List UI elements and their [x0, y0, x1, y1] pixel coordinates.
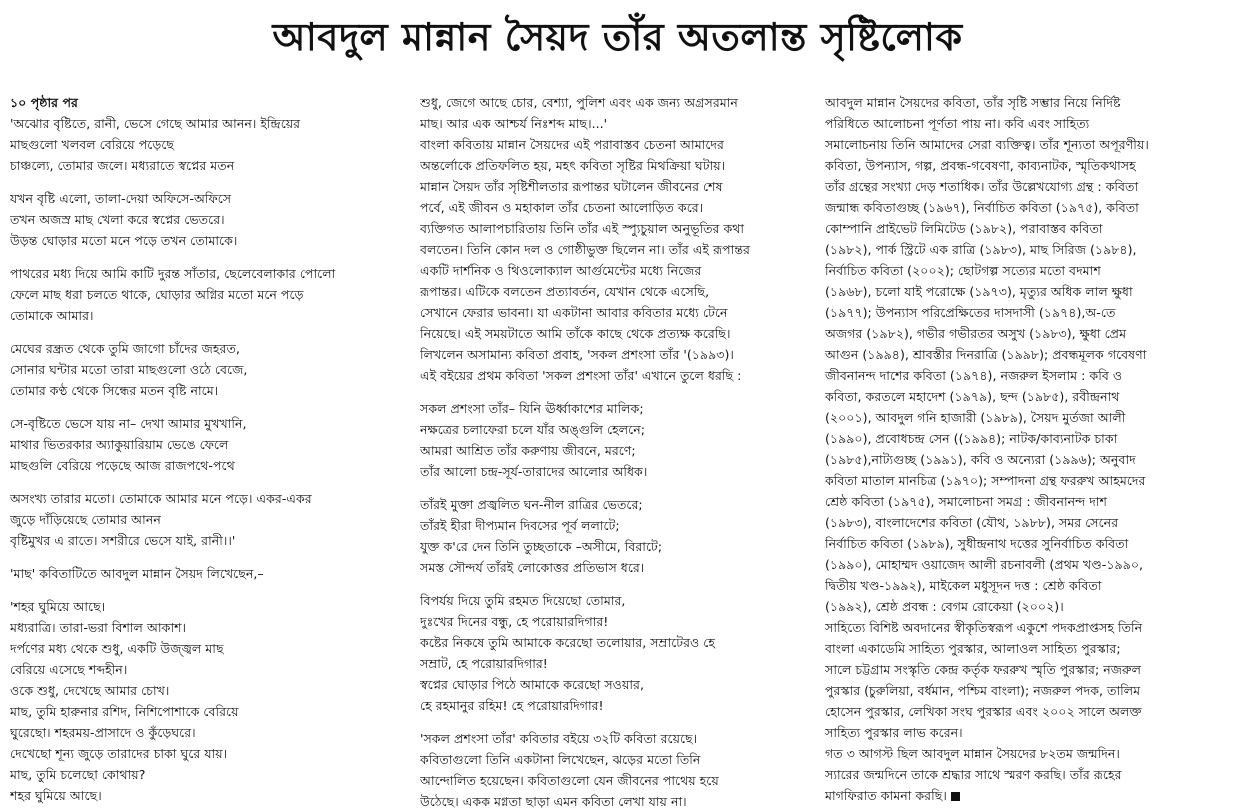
text-line: অন্তর্লোকে প্রতিফলিত হয়, মহৎ কবিতা সৃষ্টির মিথক্রিয়া ঘটায়। [420, 158, 726, 173]
text-line: সাহিত্যে বিশিষ্ট অবদানের স্বীকৃতিস্বরূপ একুশে পদকপ্রাপ্তসহ তিনি [825, 620, 1143, 635]
text-line: (১৯৯০), মোহাম্মদ ওয়াজেদ আলী রচনাবলী (প্রথম খণ্ড-১৯৯০, [825, 557, 1144, 572]
text-line: (১৯৯২), শ্রেষ্ঠ প্রবন্ধ : বেগম রোকেয়া (২০০২)। [825, 599, 1064, 614]
text-line: সেখানে ফেরার ভাবনা। যা একটানা আবার কবিতার মধ্যে টেনে [420, 305, 728, 320]
text-line: (১৯৮২), পার্ক স্ট্রিটে এক রাত্রি (১৯৮৩), মাছ সিরিজ (১৯৮৪), [825, 242, 1137, 257]
paragraph-gap [10, 584, 410, 596]
text-line: বাংলা কবিতায় মান্নান সৈয়দের এই পরাবাস্তব চেতনা আমাদের [420, 137, 724, 152]
text-line: অসংখ্য তারার মতো। তোমাকে আমার মনে পড়ে। একর-একর [10, 491, 312, 506]
text-line: জন্মান্ধ কবিতাগুচ্ছ (১৯৬৭), নির্বাচিত কবিতা (১৯৭৫), কবিতা [825, 200, 1139, 215]
text-line: তাঁর আলো চন্দ্র-সূর্য-তারাদের আলোর অধিক। [420, 464, 648, 479]
text-line: মাছ, তুমি হারুনার রশিদ, নিশিপোশাকে বেরিয়ে [10, 704, 239, 719]
text-line: মধ্যরাত্রি। তারা-ভরা বিশাল আকাশ। [10, 620, 187, 635]
text-line: হোসেন পুরস্কার, লেখিকা সংঘ পুরস্কার এবং ২০০২ সালে অলক্ত [825, 704, 1142, 719]
article-headline: আবদুল মান্নান সৈয়দ তাঁর অতলান্ত সৃষ্টিলোক [272, 15, 963, 59]
text-line: উড়ন্ত ঘোড়ার মতো মনে পড়ে তখন তোমাকে। [10, 233, 238, 248]
text-line: আগুন (১৯৯৪), শ্রাবস্তীর দিনরাত্রি (১৯৯৮); প্রবন্ধমূলক গবেষণা [825, 347, 1147, 362]
paragraph-gap [420, 716, 815, 728]
text-line: পরিধিতে আলোচনা পূর্ণতা পায় না। কবি এবং সাহিত্য [825, 116, 1090, 131]
text-line: কষ্টের নিকষে তুমি আমাকে করেছো তলোয়ার, সম্রাটেরও হে [420, 635, 716, 650]
paragraph-gap [10, 401, 410, 413]
text-line: সমস্ত সৌন্দর্য তাঁরই লোকোত্তর প্রতিভাস ধরে। [420, 560, 645, 575]
text-line: সাহিত্য পুরস্কার লাভ করেন। [825, 725, 963, 740]
text-line: বলতেন। তিনি কোন দল ও গোষ্ঠীভুক্ত ছিলেন না। তাঁর এই রূপান্তর [420, 242, 750, 257]
text-line: মেঘের রন্ধ্রত থেকে তুমি জাগো চাঁদের জহরত, [10, 341, 240, 356]
text-line: তাঁরই হীরা দীপ্যমান দিবসের পূর্ব ললাটে; [420, 518, 620, 533]
article-column-2 [420, 92, 815, 812]
text-line: চাঞ্চল্যে, তোমার জলে। মধ্যরাতে স্বপ্নের মতন [10, 158, 235, 173]
text-line: জুড়ে দাঁড়িয়েছে তোমার আনন [10, 512, 161, 527]
text-line: (১৯৯০), প্রবোধচন্দ্র সেন ((১৯৯৪); নাটক/কাব্যনাটক চাকা [825, 431, 1118, 446]
text-line: বাংলা একাডেমি সাহিত্য পুরস্কার, আলাওল সাহিত্য পুরস্কার; [825, 641, 1121, 656]
text-line: (১৯৮৩), বাংলাদেশের কবিতা (যৌথ, ১৯৮৮), সমর সেনের [825, 515, 1119, 530]
text-line: উঠেছে। একক মগ্নতা ছাড়া এমন কবিতা লেখা যায় না। [420, 794, 687, 809]
paragraph-gap [420, 578, 815, 590]
text-line: পর্বে, এই জীবন ও মহাকাল তাঁর চেতনা আলোড়িত করে। [420, 200, 704, 215]
text-line: ঘুরেছো। শহরময়-প্রাসাদে ও কুঁড়েঘরে। [10, 725, 196, 740]
text-line: মাছগুলি বেরিয়ে পড়েছে আজ রাজপথে-পথে [10, 458, 235, 473]
text-line: হে রহমানুর রহিম! হে পরোয়ারদিগার! [420, 698, 604, 713]
text-line: শ্রেষ্ঠ কবিতা (১৯৭৫), সমালোচনা সমগ্র : জীবনানন্দ দাশ [825, 494, 1107, 509]
end-of-article-mark [951, 792, 960, 801]
text-line: পাথরের মধ্য দিয়ে আমি কাটি দুরন্ত সাঁতার, ছেলেবেলাকার পোলো [10, 266, 336, 281]
paragraph-gap [10, 251, 410, 263]
text-line: যুক্ত ক'রে দেন তিনি তুচ্ছতাকে –অসীমে, বিরাটে; [420, 539, 663, 554]
text-line: কবিতা, উপন্যাস, গল্প, প্রবন্ধ-গবেষণা, কাব্যনাটক, স্মৃতিকথাসহ [825, 158, 1136, 173]
text-line: অজগর (১৯৮২), গভীর গভীরতর অসুখ (১৯৮৩), ক্ষুধা প্রেম [825, 326, 1127, 341]
text-line: আবদুল মান্নান সৈয়দের কবিতা, তাঁর সৃষ্টি সম্ভার নিয়ে নির্দিষ্ট [825, 95, 1121, 110]
text-line: পুরস্কার (চুরুলিয়া, বর্ধমান, পশ্চিম বাংলা); নজরুল পদক, তালিম [825, 683, 1141, 698]
text-line: সোনার ঘন্টার মতো তারা মাছগুলো ওঠে বেজে, [10, 362, 248, 377]
text-line: নিয়েছে। এই সময়টাতে আমি তাঁকে কাছে থেকে প্রত্যক্ষ করেছি। [420, 326, 731, 341]
text-line: নির্বাচিত কবিতা (২০০২); ছোটগল্প সত্যের মতো বদমাশ [825, 263, 1101, 278]
text-line: কবিতাগুলো তিনি একটানা লিখেছেন, ঝড়ের মতো তিনি [420, 752, 701, 767]
text-line: তাঁরই মুক্তা প্রজ্বলিত ঘন-নীল রাত্রির ভেতরে; [420, 497, 643, 512]
text-line: ব্যক্তিগত আলাপচারিতায় তিনি তাঁর এই স্প্যুচুয়াল অনুভূতির কথা [420, 221, 745, 236]
text-line: দর্পণের মধ্য থেকে শুধু, একটি উজ্জ্বল মাছ [10, 641, 224, 656]
text-line: (১৯৭৭); উপন্যাস পরিপ্রেক্ষিতের দাসদাসী (১৯৭৪),অ-তে [825, 305, 1116, 320]
continued-from-label: ১০ পৃষ্ঠার পর [10, 95, 78, 110]
text-line: সমালোচনায় তিনি আমাদের সেরা ব্যক্তিত্ব। তাঁর শূন্যতা অপূরণীয়। [825, 137, 1149, 152]
paragraph-gap [420, 482, 815, 494]
text-line: (১৯৬৮), চলো যাই পরোক্ষে (১৯৭৩), মৃত্যুর অধিক লাল ক্ষুধা [825, 284, 1133, 299]
text-line: স্বপ্নের ঘোড়ার পিঠে আমাকে করেছো সওয়ার, [420, 677, 644, 692]
text-line: তোমাকে আমার। [10, 308, 94, 323]
text-line: যখন বৃষ্টি এলো, তালা-দেয়া অফিসে-অফিসে [10, 191, 232, 206]
text-line: মাথার ভিতরকার অ্যাকুয়ারিয়াম ভেঙে ফেলে [10, 437, 229, 452]
text-line: জীবনানন্দ দাশের কবিতা (১৯৭৪), নজরুল ইসলাম : কবি ও [825, 368, 1123, 383]
text-line: দেখেছো শূন্য জুড়ে তারাদের চাকা ঘুরে যায়। [10, 746, 228, 761]
text-line: সে-বৃষ্টিতে ভেসে যায় না– দেখা আমার মুখখানি, [10, 416, 247, 431]
article-column-1 [10, 92, 410, 806]
text-line: কবিতা মাতাল মানচিত্র (১৯৭০); সম্পাদনা গ্রন্থ ফররুখ আহমদের [825, 473, 1146, 488]
text-line: কবিতা, করতলে মহাদেশ (১৯৭৯), ছন্দ (১৯৮৫), রবীন্দ্রনাথ [825, 389, 1120, 404]
text-line: সালে চট্টগ্রাম সংস্কৃতি কেন্দ্র কর্তৃক ফররুখ স্মৃতি পুরস্কার; নজরুল [825, 662, 1142, 677]
text-line: সকল প্রশংসা তাঁর– যিনি ঊর্ধ্বাকাশের মালিক; [420, 401, 644, 416]
text-line: শহর ঘুমিয়ে আছে। [10, 788, 102, 803]
text-line: দুঃখের দিনের বন্ধু, হে পরোয়ারদিগার! [420, 614, 609, 629]
text-line: রূপান্তর। এটিকে বলতেন প্রত্যাবর্তন, যেখান থেকে এসেছি, [420, 284, 710, 299]
text-line: সম্রাট, হে পরোয়ারদিগার! [420, 656, 548, 671]
text-line: স্যারের জন্মদিনে তাকে শ্রদ্ধার সাথে স্মরণ করছি। তাঁর রূহের [825, 767, 1122, 782]
text-line: বেরিয়ে এসেছে শব্দহীন। [10, 662, 128, 677]
text-line: মান্নান সৈয়দ তাঁর সৃষ্টিশীলতার রূপান্তর ঘটালেন জীবনের শেষ [420, 179, 723, 194]
text-line: ওকে শুধু, দেখেছে আমার চোখ। [10, 683, 170, 698]
text-line: আমরা আশ্রিত তাঁর করুণায় জীবনে, মরণে; [420, 443, 636, 458]
text-line: বৃষ্টিমুখর এ রাতে। সশরীরে ভেসে যাই, রানী।।' [10, 533, 236, 548]
text-line: (২০০১), আবদুল গনি হাজারী (১৯৮৯), সৈয়দ মুর্তজা আলী [825, 410, 1126, 425]
text-line: একটি দার্শনিক ও থিওলোক্যাল আর্গুমেন্টের মধ্যে নিজের [420, 263, 702, 278]
text-line: 'মাছ' কবিতাটিতে আবদুল মান্নান সৈয়দ লিখেছেন,– [10, 566, 264, 581]
text-line: নক্ষত্রের চলাফেরা চলে যাঁর অঙ্গুলি হেলনে; [420, 422, 645, 437]
text-line: (১৯৮৫),নাট্যগুচ্ছ (১৯৯১), কবি ও অন্যেরা (১৯৯৬); অনুবাদ [825, 452, 1136, 467]
text-line: মাছগুলো খলবল বেরিয়ে পড়েছে [10, 137, 175, 152]
text-line: আন্দোলিত হয়েছেন। কবিতাগুলো যেন জীবনের পাথেয় হয়ে [420, 773, 719, 788]
article-column-3 [825, 92, 1230, 806]
text-line: তোমার কণ্ঠ থেকে সিন্ধের মতন বৃষ্টি নামে। [10, 383, 219, 398]
text-line: নির্বাচিত কবিতা (১৯৮৯), সুধীন্দ্রনাথ দত্তের সুনির্বাচিত কবিতা [825, 536, 1129, 551]
paragraph-gap [420, 386, 815, 398]
text-line: 'অঝোর বৃষ্টিতে, রানী, ভেসে গেছে আমার আনন। ইন্দ্রিয়ের [10, 116, 301, 131]
paragraph-gap [10, 176, 410, 188]
text-line: তাঁর গ্রন্থের সংখ্যা দেড় শতাধিক। তাঁর উল্লেখযোগ্য গ্রন্থ : কবিতা [825, 179, 1139, 194]
paragraph-gap [10, 476, 410, 488]
text-line: কোম্পানি প্রাইভেট লিমিটেড (১৯৮২), পরাবাস্তব কবিতা [825, 221, 1103, 236]
text-line: লিখলেন অসামান্য কবিতা প্রবাহ, 'সকল প্রশংসা তাঁর '(১৯৯৩)। [420, 347, 734, 362]
text-line: মাছ, তুমি চলেছো কোথায়? [10, 767, 146, 782]
paragraph-gap [10, 551, 410, 563]
text-line: 'শহর ঘুমিয়ে আছে। [10, 599, 106, 614]
text-line: এই বইয়ের প্রথম কবিতা 'সকল প্রশংসা তাঁর' এখানে তুলে ধরছি : [420, 368, 742, 383]
text-line: 'সকল প্রশংসা তাঁর' কবিতার বইয়ে ৩২টি কবিতা রয়েছে। [420, 731, 698, 746]
text-line: বিপর্যয় দিয়ে তুমি রহমত দিয়েছো তোমার, [420, 593, 626, 608]
text-line: শুধু, জেগে আছে চোর, বেশ্যা, পুলিশ এবং এক জন্য অগ্রসরমান [420, 95, 738, 110]
text-line: দ্বিতীয় খণ্ড-১৯৯২), মাইকেল মধুসূদন দত্ত : শ্রেষ্ঠ কবিতা [825, 578, 1102, 593]
text-line: ফেলে মাছ ধরা চলতে থাকে, ঘোড়ার অগ্নির মতো মনে পড়ে [10, 287, 304, 302]
text-line: তখন অজস্র মাছ খেলা করে স্বপ্নের ভেতরে। [10, 212, 225, 227]
text-line: মাগফিরাত কামনা করছি। [825, 785, 1230, 806]
text-line: মাছ। আর এক আশ্চর্য নিঃশব্দ মাছ।...' [420, 116, 608, 131]
paragraph-gap [10, 326, 410, 338]
text-line: গত ৩ আগস্ট ছিল আবদুল মান্নান সৈয়দের ৮২তম জন্মদিন। [825, 746, 1120, 761]
